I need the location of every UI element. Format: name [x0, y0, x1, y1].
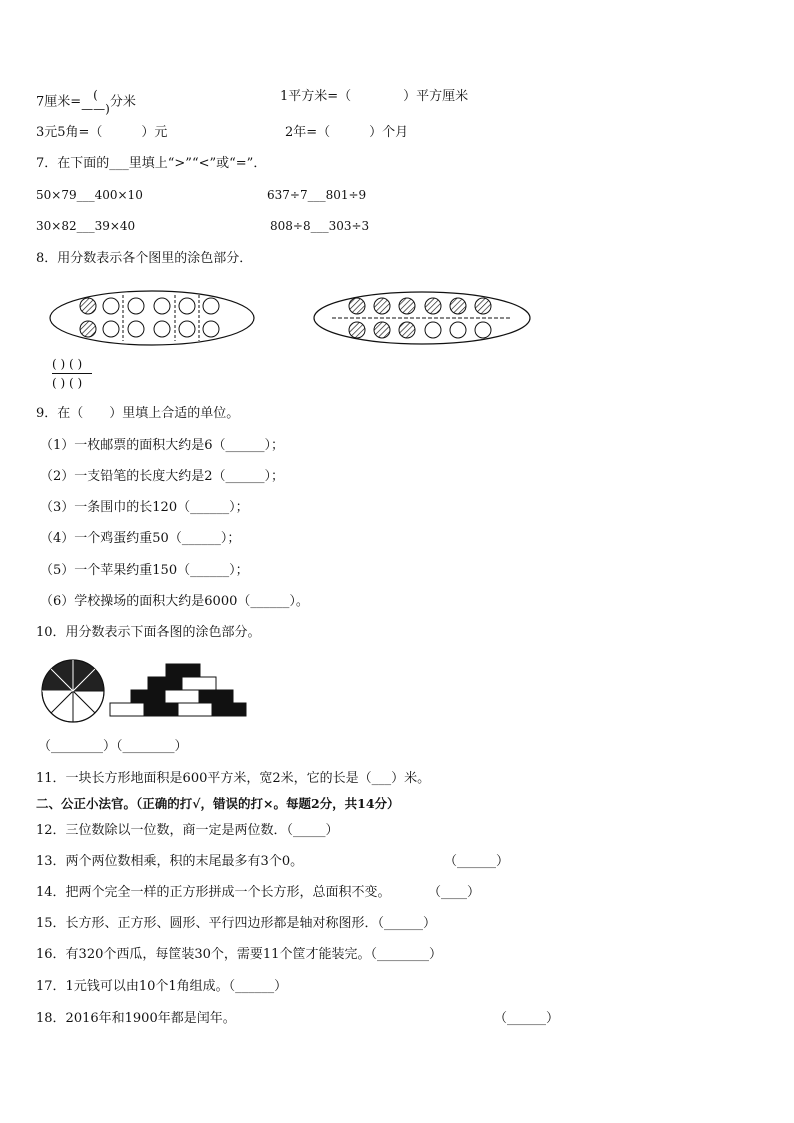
q10-pie-figure — [40, 658, 106, 724]
q8-title: 8．用分数表示各个图里的涂色部分． — [36, 251, 253, 266]
q7-item-d: 808÷8___303÷3 — [270, 219, 370, 233]
judge-item-14: 14．把两个完全一样的正方形拼成一个长方形，总面积不变。 — [36, 885, 391, 900]
q9-item-1: （1）一枚邮票的面积大约是6（______）； — [40, 438, 285, 453]
q9-title: 9．在（ ）里填上合适的单位。 — [36, 406, 240, 421]
q6-row2-right: 2年=（ ）个月 — [285, 125, 409, 140]
q10-answers: （________）（________） — [38, 739, 188, 754]
section2-heading: 二、公正小法官。（正确的打√，错误的打×。每题2分，共14分） — [36, 796, 400, 811]
judge-item-15: 15．长方形、正方形、圆形、平行四边形都是轴对称图形．（______） — [36, 916, 437, 931]
judge-item-13-blank: （______） — [444, 854, 510, 869]
q6-row1-right: 1平方米=（ ）平方厘米 — [280, 89, 469, 104]
judge-item-14-blank: （____） — [428, 885, 481, 900]
judge-item-16: 16．有320个西瓜，每筐装30个，需要11个筐才能装完。（________） — [36, 947, 442, 962]
judge-item-18: 18．2016年和1900年都是闰年。 — [36, 1011, 236, 1026]
q6-row1-left-b: 分米 — [109, 94, 136, 110]
q8-figure-right — [312, 290, 536, 348]
q7-item-c: 30×82___39×40 — [36, 219, 136, 233]
q6-row1-left — [36, 88, 136, 116]
q9-item-4: （4）一个鸡蛋约重50（______）； — [40, 531, 241, 546]
q9-item-2: （2）一支铅笔的长度大约是2（______）； — [40, 469, 285, 484]
q6-row2-left: 3元5角=（ ）元 — [36, 125, 168, 140]
q7-title: 7．在下面的___里填上“>”“<”或“=”． — [36, 156, 267, 171]
q6-fraction-top: ( — [93, 88, 98, 102]
q8-fraction-bar — [52, 373, 92, 374]
judge-item-13: 13．两个两位数相乘，积的末尾最多有3个0。 — [36, 854, 304, 869]
q8-fraction-numerators: ( ) ( ) — [52, 357, 83, 371]
q6-fraction-bottom: ——) — [81, 102, 110, 116]
q9-item-6: （6）学校操场的面积大约是6000（______）。 — [40, 594, 309, 609]
q6-fraction — [81, 88, 110, 116]
q8-figure-left — [48, 288, 260, 348]
q6-row1-left-a: 7厘米= — [36, 94, 82, 110]
q11: 11．一块长方形地面积是600平方米，宽2米，它的长是（___）米。 — [36, 771, 431, 786]
q7-item-a: 50×79___400×10 — [36, 188, 143, 202]
q10-brick-figure — [108, 662, 248, 718]
q7-item-b: 637÷7___801÷9 — [267, 188, 367, 202]
q9-item-5: （5）一个苹果约重150（______）； — [40, 563, 249, 578]
q8-fraction-denominators: ( ) ( ) — [52, 376, 83, 390]
judge-item-12: 12．三位数除以一位数，商一定是两位数．（_____） — [36, 823, 339, 838]
q8-answer-fractions — [52, 357, 92, 390]
judge-item-18-blank: （______） — [494, 1011, 560, 1026]
q10-title: 10．用分数表示下面各图的涂色部分。 — [36, 625, 261, 640]
q9-item-3: （3）一条围巾的长120（______）； — [40, 500, 249, 515]
judge-item-17: 17．1元钱可以由10个1角组成。（______） — [36, 979, 288, 994]
